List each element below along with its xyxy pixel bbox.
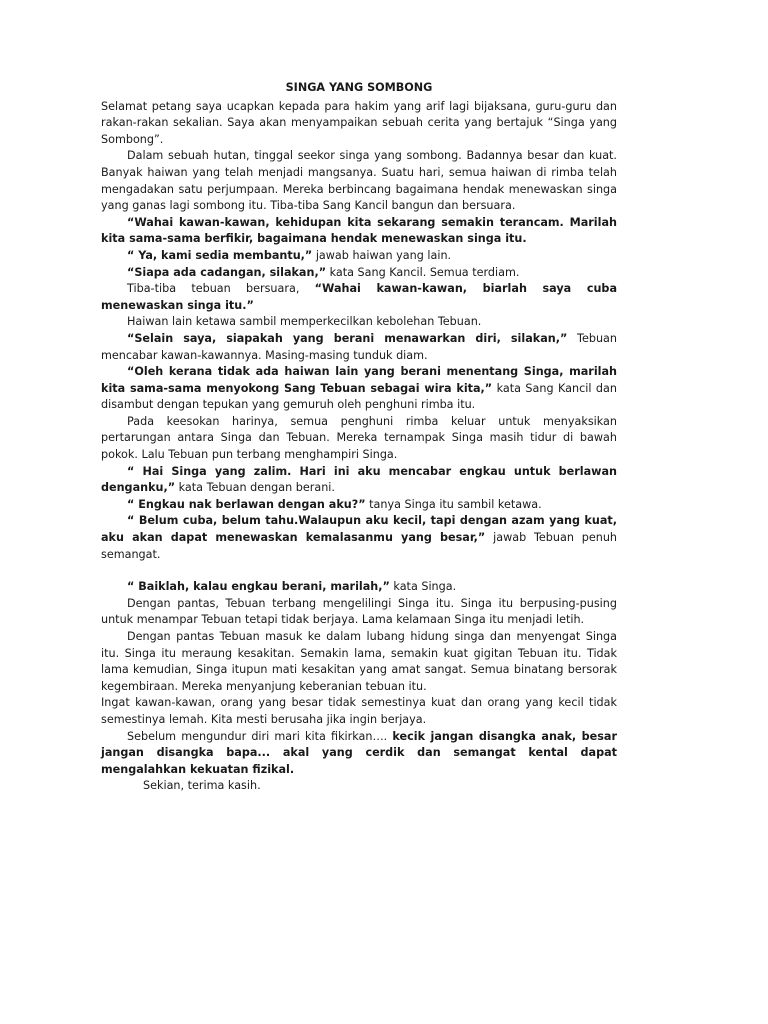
paragraph-greeting: Selamat petang saya ucapkan kepada para hakim yang arif lagi bijaksana, guru-guru dan rakan-rakan sekalian. Saya akan menyampaikan sebuah cerita yang bertajuk “Singa yang Sombong”. xyxy=(101,99,617,146)
paragraph-animals-laugh: Haiwan lain ketawa sambil memperkecilkan kebolehan Tebuan. xyxy=(127,315,482,329)
proverb: kecik jangan disangka anak, besar jangan disangka bapa... akal yang cerdik dan semangat kental dapat mengalahkan kekuatan fizikal. xyxy=(101,729,617,776)
paragraph-intro: Dalam sebuah hutan, tinggal seekor singa yang sombong. Badannya besar dan kuat. Banyak haiwan yang telah menjadi mangsanya. Suatu hari, semua haiwan di rimba telah mengadakan satu perjumpaan. Mereka berbincang bagaimana hendak menewaskan singa yang ganas lagi sombong itu. Tiba-tiba Sang Kancil bangun dan bersuara. xyxy=(101,149,617,213)
narration: tanya Singa itu sambil ketawa. xyxy=(365,497,542,511)
paragraph-tebuan-dare xyxy=(101,464,617,497)
paragraph-next-day: Pada keesokan harinya, semua penghuni rimba keluar untuk menyaksikan pertarungan antara Singa dan Tebuan. Mereka ternampak Singa masih tidur di bawah pokok. Lalu Tebuan pun terbang menghampiri Singa. xyxy=(101,414,617,462)
paragraph-fight: Dengan pantas, Tebuan terbang mengelilingi Singa itu. Singa itu berpusing-pusing untuk menampar Tebuan tetapi tidak berjaya. Lama kelamaan Singa itu menjadi letih. xyxy=(101,596,617,627)
document-title: SINGA YANG SOMBONG xyxy=(285,81,433,94)
quote-tebuan: “Wahai kawan-kawan, biarlah saya cuba menewaskan singa itu.” xyxy=(101,282,617,312)
quote-singa: “ Engkau nak berlawan dengan aku?” xyxy=(127,497,366,511)
narration: Sebelum mengundur diri mari kita fikirkan…. xyxy=(127,729,393,743)
narration: kata Singa. xyxy=(389,580,457,594)
document-page xyxy=(101,80,617,795)
narration: kata Tebuan dengan berani. xyxy=(175,481,335,495)
paragraph-thanks: Sekian, terima kasih. xyxy=(143,779,261,793)
paragraph-singa-accept xyxy=(101,579,617,596)
narration: Tebuan mencabar kawan-kawannya. Masing-masing tunduk diam. xyxy=(101,331,617,362)
quote-kancil: “Wahai kawan-kawan, kehidupan kita sekarang semakin terancam. Marilah kita sama-sama berfikir, bagaimana hendak menewaskan singa itu. xyxy=(101,215,617,246)
blank-line xyxy=(101,563,617,579)
narration: kata Sang Kancil. Semua terdiam. xyxy=(326,265,520,279)
quote-kancil-support: “Oleh kerana tidak ada haiwan lain yang berani menentang Singa, marilah kita sama-sama menyokong Sang Tebuan sebagai wira kita,” xyxy=(101,365,617,395)
paragraph-tebuan-reply xyxy=(101,513,617,563)
paragraph-kancil-support xyxy=(101,364,617,414)
narration: jawab Tebuan penuh semangat. xyxy=(101,531,617,561)
paragraph-moral: Ingat kawan-kawan, orang yang besar tidak semestinya kuat dan orang yang kecil tidak semestinya lemah. Kita mesti berusaha jika ingin berjaya. xyxy=(101,696,617,726)
paragraph-sting: Dengan pantas Tebuan masuk ke dalam lubang hidung singa dan menyengat Singa itu. Singa itu meraung kesakitan. Semakin lama, semakin kuat gigitan Tebuan itu. Tidak lama kemudian, Singa itupun mati kesakitan yang amat sangat. Semua binatang bersorak kegembiraan. Mereka menyanjung keberanian tebuan itu. xyxy=(101,630,617,693)
paragraph-animals-reply xyxy=(101,248,617,265)
quote-animals: “ Ya, kami sedia membantu,” xyxy=(127,248,313,262)
quote-tebuan-challenge: “Selain saya, siapakah yang berani menawarkan diri, silakan,” xyxy=(127,331,568,345)
paragraph-kancil-ask xyxy=(101,265,617,282)
paragraph-tebuan-challenge xyxy=(101,331,617,364)
quote-tebuan-reply: “ Belum cuba, belum tahu.Walaupun aku kecil, tapi dengan azam yang kuat, aku akan dapat menewaskan kemalasanmu yang besar,” xyxy=(101,514,617,545)
narration: kata Sang Kancil dan disambut dengan tepukan yang gemuruh oleh penghuni rimba itu. xyxy=(101,381,617,412)
quote-kancil-ask: “Siapa ada cadangan, silakan,” xyxy=(127,265,327,279)
paragraph-closing xyxy=(101,729,617,779)
quote-singa-accept: “ Baiklah, kalau engkau berani, marilah,” xyxy=(127,580,390,594)
paragraph-tebuan-volunteer xyxy=(101,281,617,314)
quote-tebuan-dare: “ Hai Singa yang zalim. Hari ini aku mencabar engkau untuk berlawan denganku,” xyxy=(101,464,617,495)
narration: jawab haiwan yang lain. xyxy=(312,248,452,262)
narration: Tiba-tiba tebuan bersuara, xyxy=(127,282,315,296)
paragraph-kancil-speech xyxy=(101,215,617,248)
paragraph-singa-ask xyxy=(101,497,617,514)
